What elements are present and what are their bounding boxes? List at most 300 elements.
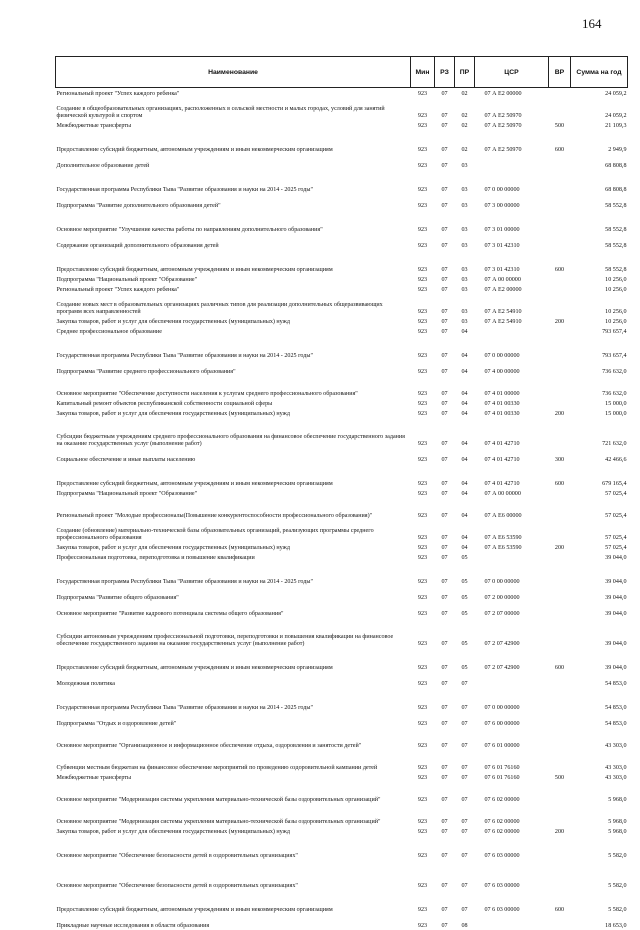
row-vr [549,88,571,99]
row-pr: 07 [461,853,468,859]
table-row [56,804,628,826]
row-sum: 18 653,0 [605,923,627,929]
header-csr: ЦСР [475,57,549,88]
row-min: 923 [417,227,428,233]
row-vr [549,98,571,120]
table-row [56,860,628,890]
row-pr: 03 [461,287,468,293]
row-vr [549,194,571,210]
row-pr: 05 [461,611,468,617]
row-pr: 05 [461,579,468,585]
row-pr: 07 [461,775,468,781]
row-min: 923 [417,579,428,585]
row-sum: 15 000,0 [605,411,627,417]
row-min: 923 [417,797,428,803]
row-csr: 07 А Е2 50970 [484,113,522,119]
row-rz: 07 [441,829,448,835]
row-name: Молодежная политика [56,681,115,687]
row-rz: 07 [441,611,448,617]
row-rz: 07 [441,227,448,233]
row-rz: 07 [441,113,448,119]
row-pr: 04 [461,513,468,519]
row-pr: 04 [461,457,468,463]
table-row [56,448,628,464]
row-pr: 03 [461,277,468,283]
row-rz: 07 [441,743,448,749]
row-pr: 07 [461,829,468,835]
row-min: 923 [417,491,428,497]
row-csr: 07 6 03 00000 [484,907,520,913]
row-pr: 03 [461,187,468,193]
row-sum: 15 000,0 [605,401,627,407]
row-sum: 10 256,0 [605,319,627,325]
row-min: 923 [417,907,428,913]
row-sum: 5 968,0 [608,819,627,825]
row-rz: 07 [441,319,448,325]
row-vr [549,688,571,712]
row-pr: 03 [461,243,468,249]
table-row [56,98,628,120]
row-csr: 07 А Е2 00000 [484,91,522,97]
row-sum: 24 059,2 [605,113,627,119]
row-min: 923 [417,113,428,119]
row-rz: 07 [441,705,448,711]
row-rz: 07 [441,329,448,335]
row-min: 923 [417,391,428,397]
row-vr [549,804,571,826]
row-name: Региональный проект "Молодые профессионалы(Повышение конкурентоспособности профессионального образования)" [56,513,373,519]
table-row [56,408,628,418]
row-csr: 07 6 00 00000 [484,721,520,727]
row-vr [549,326,571,336]
row-sum: 57 025,4 [605,535,627,541]
row-csr: 07 А 00 00000 [484,491,521,497]
row-min: 923 [417,611,428,617]
row-rz: 07 [441,457,448,463]
row-name: Государственная программа Республики Тыва "Развитие образования и науки на 2014 - 2025 годы" [56,705,313,711]
row-csr: 07 0 00 00000 [484,187,520,193]
row-rz: 07 [441,641,448,647]
row-min: 923 [417,595,428,601]
row-pr: 02 [461,113,468,119]
row-name: Содержание организаций дополнительного образования детей [56,243,219,249]
row-rz: 07 [441,277,448,283]
row-csr: 07 4 00 00000 [484,369,520,375]
row-vr [549,672,571,688]
row-vr [549,170,571,194]
row-pr: 07 [461,819,468,825]
table-row [56,88,628,99]
row-rz: 07 [441,555,448,561]
row-sum: 39 044,0 [605,595,627,601]
table-row [56,618,628,648]
row-name: Предоставление субсидий бюджетным, автономным учреждениям и иным некоммерческим организациям [56,907,333,913]
table-row [56,750,628,772]
row-rz: 07 [441,907,448,913]
row-csr: 07 6 02 00000 [484,829,520,835]
row-name: Создание новых мест в образовательных организациях различных типов для реализации дополнительных общеразвивающих программ всех направленностей [56,302,383,315]
table-row [56,418,628,448]
row-min: 923 [417,829,428,835]
row-name: Прикладные научные исследования в области образования [56,923,210,929]
row-rz: 07 [441,797,448,803]
header-min: Мин [411,57,435,88]
header-name: Наименование [56,57,411,88]
row-rz: 07 [441,91,448,97]
row-name: Основное мероприятие "Улучшение качества работы по направлениям дополнительного образования" [56,227,323,233]
row-vr: 200 [554,545,565,551]
row-csr [475,154,549,170]
row-csr: 07 6 01 76160 [484,775,520,781]
row-sum: 679 165,4 [602,481,627,487]
row-sum: 54 853,0 [605,705,627,711]
row-vr [549,618,571,648]
row-min: 923 [417,775,428,781]
row-name: Закупка товаров, работ и услуг для обеспечения государственных (муниципальных) нужд [56,411,290,417]
row-sum: 43 303,0 [605,743,627,749]
table-row [56,826,628,836]
row-csr: 07 6 01 00000 [484,743,520,749]
row-name: Государственная программа Республики Тыва "Развитие образования и науки на 2014 - 2025 годы" [56,187,313,193]
row-pr: 07 [461,705,468,711]
row-rz: 07 [441,309,448,315]
row-name: Основное мероприятие "Модернизация системы укрепления материально-технической базы оздоровительных организаций" [56,797,381,803]
row-sum: 793 657,4 [602,353,627,359]
row-sum: 10 256,0 [605,309,627,315]
row-csr: 07 А Е2 54910 [484,309,522,315]
row-csr: 07 4 01 00000 [484,391,520,397]
row-rz: 07 [441,369,448,375]
row-min: 923 [417,853,428,859]
row-csr: 07 0 00 00000 [484,579,520,585]
row-sum: 43 303,0 [605,775,627,781]
row-min: 923 [417,545,428,551]
row-sum: 57 025,4 [605,513,627,519]
row-csr: 07 А Е2 50970 [484,147,522,153]
row-pr: 05 [461,595,468,601]
row-vr [549,782,571,804]
row-csr: 07 4 01 42710 [484,457,520,463]
row-csr: 07 А Е6 53590 [484,545,522,551]
row-rz: 07 [441,123,448,129]
row-min: 923 [417,411,428,417]
header-vr: ВР [549,57,571,88]
table-row [56,890,628,914]
row-min: 923 [417,91,428,97]
row-name: Основное мероприятие "Организационное и информационное обеспечение отдыха, оздоровления и занятости детей" [56,743,362,749]
row-pr: 07 [461,907,468,913]
header-rz: РЗ [435,57,455,88]
table-row [56,836,628,860]
row-csr [475,326,549,336]
row-vr: 500 [554,123,565,129]
row-rz: 07 [441,721,448,727]
row-sum: 721 632,0 [602,441,627,447]
row-min: 923 [417,457,428,463]
header-pr: ПР [455,57,475,88]
row-pr: 05 [461,555,468,561]
row-min: 923 [417,203,428,209]
table-row [56,130,628,154]
row-rz: 07 [441,681,448,687]
row-sum: 58 552,8 [605,203,627,209]
row-pr: 02 [461,91,468,97]
row-pr: 07 [461,721,468,727]
row-pr: 04 [461,491,468,497]
row-min: 923 [417,309,428,315]
row-csr [475,914,549,930]
row-csr: 07 6 02 00000 [484,819,520,825]
row-pr: 03 [461,227,468,233]
row-sum: 24 059,2 [605,91,627,97]
row-vr [549,562,571,586]
row-min: 923 [417,641,428,647]
row-pr: 04 [461,401,468,407]
row-vr [549,860,571,890]
row-pr: 08 [461,923,468,929]
row-sum: 793 657,4 [602,329,627,335]
row-min: 923 [417,743,428,749]
row-pr: 04 [461,535,468,541]
row-min: 923 [417,441,428,447]
row-min: 923 [417,277,428,283]
row-rz: 07 [441,513,448,519]
row-name: Социальное обеспечение и иные выплаты населению [56,457,196,463]
row-name: Подпрограмма "Национальный проект "Образование" [56,277,198,283]
row-rz: 07 [441,775,448,781]
row-pr: 04 [461,545,468,551]
row-sum: 5 968,0 [608,829,627,835]
row-vr [549,602,571,618]
row-vr [549,498,571,520]
table-row [56,688,628,712]
row-csr: 07 4 01 00330 [484,411,520,417]
row-csr: 07 2 07 42900 [484,641,520,647]
row-pr: 07 [461,743,468,749]
row-sum: 39 044,0 [605,555,627,561]
row-min: 923 [417,513,428,519]
row-csr: 07 4 01 42710 [484,481,520,487]
table-row [56,552,628,562]
row-csr: 07 3 01 00000 [484,227,520,233]
row-name: Подпрограмма "Развитие среднего профессионального образования" [56,369,236,375]
row-vr: 600 [554,665,565,671]
row-pr: 04 [461,391,468,397]
row-sum: 58 552,8 [605,243,627,249]
table-row [56,586,628,602]
row-vr [549,284,571,294]
table-row [56,120,628,130]
row-name: Основное мероприятие "Обеспечение безопасности детей в оздоровительных организациях" [56,883,298,889]
row-name: Государственная программа Республики Тыва "Развитие образования и науки на 2014 - 2025 годы" [56,353,313,359]
row-sum: 58 552,8 [605,267,627,273]
row-rz: 07 [441,187,448,193]
row-pr: 03 [461,267,468,273]
row-sum: 68 808,8 [605,163,627,169]
table-row [56,772,628,782]
row-vr [549,418,571,448]
table-row [56,712,628,728]
row-name: Региональный проект "Успех каждого ребенка" [56,287,180,293]
row-sum: 39 044,0 [605,579,627,585]
row-pr: 07 [461,797,468,803]
row-csr: 07 0 00 00000 [484,353,520,359]
row-sum: 736 632,0 [602,391,627,397]
row-vr [549,914,571,930]
table-row [56,250,628,274]
row-rz: 07 [441,595,448,601]
row-vr [549,398,571,408]
table-row [56,914,628,930]
row-rz: 07 [441,391,448,397]
row-name: Профессиональная подготовка, переподготовка и повышение квалификации [56,555,255,561]
table-row [56,498,628,520]
row-min: 923 [417,243,428,249]
table-row [56,602,628,618]
row-csr: 07 6 01 76160 [484,765,520,771]
row-rz: 07 [441,579,448,585]
row-csr: 07 А Е6 00000 [484,513,522,519]
row-vr: 600 [554,481,565,487]
row-pr: 07 [461,681,468,687]
row-pr: 05 [461,641,468,647]
row-min: 923 [417,319,428,325]
table-row [56,326,628,336]
row-rz: 07 [441,883,448,889]
row-sum: 736 632,0 [602,369,627,375]
budget-table [55,56,628,930]
table-row [56,210,628,234]
table-row [56,170,628,194]
row-min: 923 [417,267,428,273]
row-vr [549,234,571,250]
row-name: Предоставление субсидий бюджетным, автономным учреждениям и иным некоммерческим организациям [56,267,333,273]
row-rz: 07 [441,535,448,541]
row-rz: 07 [441,923,448,929]
row-name: Основное мероприятие "Обеспечение доступности населения к услугам среднего профессионального образования" [56,391,358,397]
row-min: 923 [417,681,428,687]
row-csr [475,552,549,562]
table-row [56,316,628,326]
row-csr: 07 3 01 42310 [484,243,520,249]
row-vr [549,750,571,772]
table-row [56,782,628,804]
row-name: Субвенции местным бюджетам на финансовое обеспечение мероприятий по проведению оздоровительной кампании детей [56,765,378,771]
row-sum: 5 582,0 [608,907,627,913]
row-min: 923 [417,163,428,169]
table-row [56,562,628,586]
row-vr: 300 [554,457,565,463]
row-min: 923 [417,705,428,711]
row-name: Основное мероприятие "Обеспечение безопасности детей в оздоровительных организациях" [56,853,298,859]
table-row [56,154,628,170]
row-sum: 54 853,0 [605,681,627,687]
row-name: Межбюджетные трансферты [56,123,132,129]
row-name: Закупка товаров, работ и услуг для обеспечения государственных (муниципальных) нужд [56,829,290,835]
row-rz: 07 [441,243,448,249]
table-row [56,542,628,552]
row-rz: 07 [441,441,448,447]
row-rz: 07 [441,765,448,771]
row-name: Государственная программа Республики Тыва "Развитие образования и науки на 2014 - 2025 годы" [56,579,313,585]
row-name: Подпрограмма "Развитие общего образования" [56,595,179,601]
row-pr: 03 [461,163,468,169]
row-sum: 43 303,0 [605,765,627,771]
row-sum: 2 949,9 [608,147,627,153]
row-rz: 07 [441,353,448,359]
row-pr: 04 [461,329,468,335]
table-row [56,398,628,408]
row-pr: 02 [461,123,468,129]
row-rz: 07 [441,203,448,209]
row-pr: 05 [461,665,468,671]
row-pr: 03 [461,309,468,315]
row-pr: 04 [461,481,468,487]
row-name: Создание (обновление) материально-технической базы образовательных организаций, реализующих программы среднего профессионального образования [56,528,374,541]
row-name: Субсидии бюджетным учреждениям среднего профессионального образования на финансовое обеспечение государственного задания на оказание государственных услуг (выполнение работ) [56,434,405,447]
row-min: 923 [417,721,428,727]
row-vr [549,520,571,542]
row-min: 923 [417,123,428,129]
row-csr: 07 А Е2 54910 [484,319,522,325]
row-min: 923 [417,329,428,335]
row-rz: 07 [441,267,448,273]
table-row [56,488,628,498]
row-csr: 07 А Е2 00000 [484,287,522,293]
row-min: 923 [417,883,428,889]
row-min: 923 [417,819,428,825]
row-rz: 07 [441,853,448,859]
row-name: Основное мероприятие "Развитие кадрового потенциала системы общего образования" [56,611,284,617]
row-name: Предоставление субсидий бюджетным, автономным учреждениям и иным некоммерческим организациям [56,147,333,153]
row-min: 923 [417,665,428,671]
row-vr: 200 [554,319,565,325]
row-csr: 07 0 00 00000 [484,705,520,711]
row-sum: 39 044,0 [605,641,627,647]
row-pr: 07 [461,765,468,771]
row-rz: 07 [441,819,448,825]
row-sum: 21 109,3 [605,123,627,129]
table-row [56,294,628,316]
row-rz: 07 [441,287,448,293]
row-csr [475,672,549,688]
row-vr [549,360,571,376]
row-name: Межбюджетные трансферты [56,775,132,781]
row-name: Создание в общеобразовательных организациях, расположенных в сельской местности и малых городах, условий для занятий физической культурой и спортом [56,106,385,119]
row-vr [549,376,571,398]
row-rz: 07 [441,665,448,671]
row-rz: 07 [441,401,448,407]
row-csr: 07 6 02 00000 [484,797,520,803]
table-row [56,520,628,542]
row-name: Закупка товаров, работ и услуг для обеспечения государственных (муниципальных) нужд [56,545,290,551]
row-name: Основное мероприятие "Модернизация системы укрепления материально-технической базы оздоровительных организаций" [56,819,381,825]
table-row [56,376,628,398]
row-sum: 57 025,4 [605,545,627,551]
row-rz: 07 [441,545,448,551]
row-csr: 07 2 07 42900 [484,665,520,671]
row-pr: 07 [461,883,468,889]
row-sum: 39 044,0 [605,611,627,617]
row-vr [549,294,571,316]
row-csr: 07 2 07 00000 [484,611,520,617]
row-min: 923 [417,535,428,541]
row-sum: 5 582,0 [608,853,627,859]
row-rz: 07 [441,163,448,169]
row-vr [549,210,571,234]
row-name: Подпрограмма "Национальный проект "Образование" [56,491,198,497]
row-rz: 07 [441,481,448,487]
